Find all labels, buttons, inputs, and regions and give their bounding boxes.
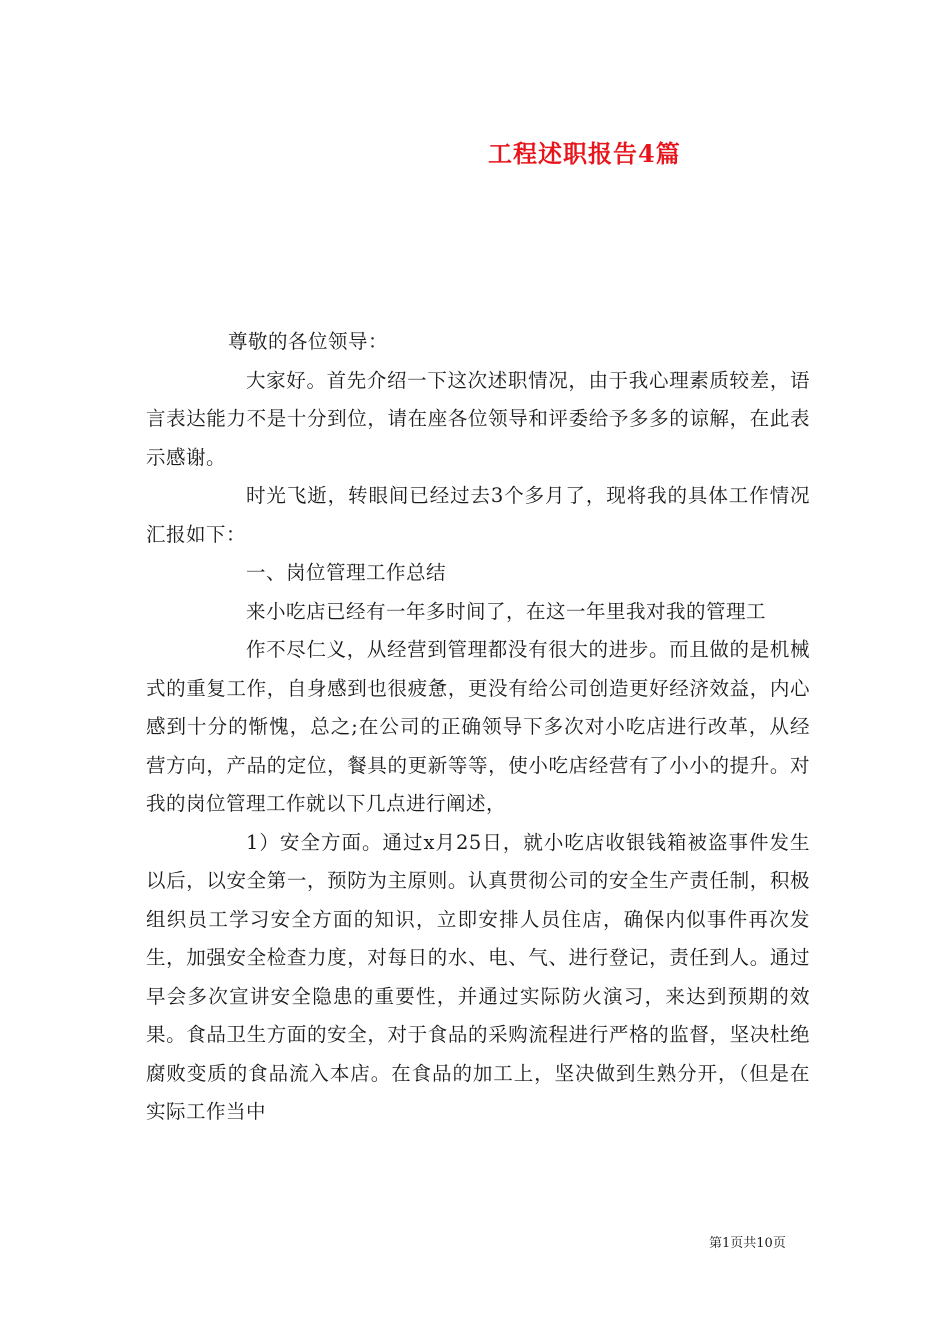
body-paragraph: 来小吃店已经有一年多时间了，在这一年里我对我的管理工 [246,599,767,623]
document-body [146,323,810,1132]
section-heading: 一、岗位管理工作总结 [246,561,447,584]
page-footer: 第1页共10页 [709,1236,786,1251]
body-paragraph: 大家好。首先介绍一下这次述职情况，由于我心理素质较差，语言表达能力不是十分到位，请在座各位领导和评委给予多多的谅解，在此表示感谢。 [146,368,810,469]
body-paragraph: 1）安全方面。通过x月25日，就小吃店收银钱箱被盗事件发生以后，以安全第一，预防为主原则。认真贯彻公司的安全生产责任制，积极组织员工学习安全方面的知识，立即安排人员住店，确保内似事件再次发生，加强安全检查力度，对每日的水、电、气、进行登记，责任到人。通过早会多次宣讲安全隐患的重要性，并通过实际防火演习，来达到预期的效果。食品卫生方面的安全，对于食品的采购流程进行严格的监督，坚决杜绝腐败变质的食品流入本店。在食品的加工上，坚决做到生熟分开，（但是在实际工作当中 [146,830,810,1123]
body-paragraph: 时光飞逝，转眼间已经过去3个多月了，现将我的具体工作情况汇报如下： [146,484,810,546]
salutation-paragraph: 尊敬的各位领导： [228,330,389,353]
document-title: 工程述职报告4篇 [488,139,681,168]
body-paragraph: 作不尽仁义，从经营到管理都没有很大的进步。而且做的是机械式的重复工作，自身感到也很疲惫，更没有给公司创造更好经济效益，内心感到十分的惭愧，总之;在公司的正确领导下多次对小吃店进行改革，从经营方向，产品的定位，餐具的更新等等，使小吃店经营有了小小的提升。对我的岗位管理工作就以下几点进行阐述， [146,638,810,815]
